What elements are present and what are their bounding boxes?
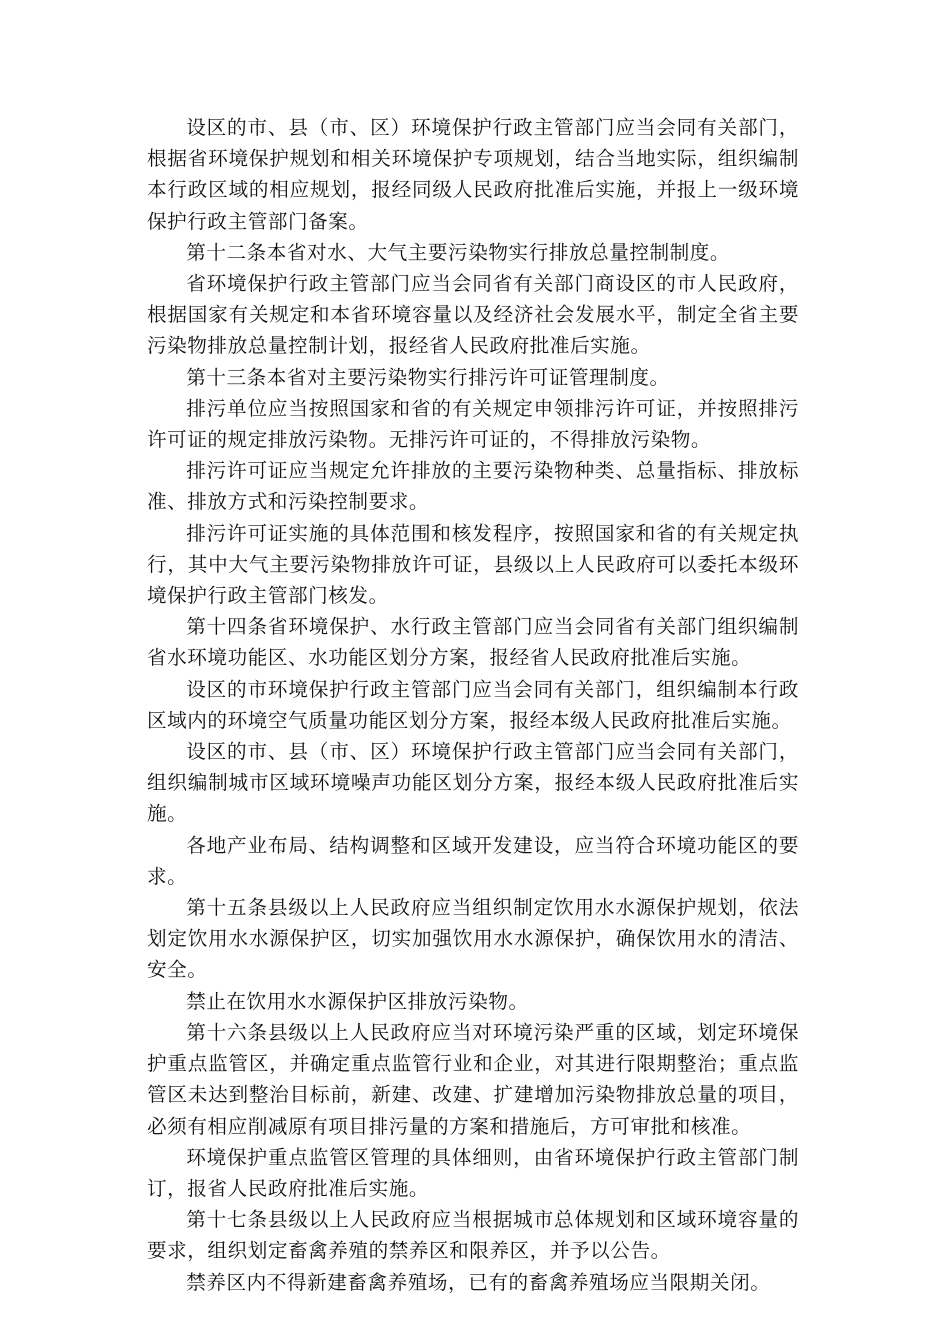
paragraph: 各地产业布局、结构调整和区域开发建设，应当符合环境功能区的要求。 [147, 833, 799, 888]
article-15-paragraph: 第十五条县级以上人民政府应当组织制定饮用水水源保护规划，依法划定饮用水水源保护区，切实加强饮用水水源保护，确保饮用水的清洁、安全。 [147, 896, 799, 982]
paragraph: 排污单位应当按照国家和省的有关规定申领排污许可证，并按照排污许可证的规定排放污染物。无排污许可证的，不得排放污染物。 [147, 396, 799, 452]
article-14-paragraph: 第十四条省环境保护、水行政主管部门应当会同省有关部门组织编制省水环境功能区、水功能区划分方案，报经省人民政府批准后实施。 [147, 615, 799, 670]
article-12-paragraph: 第十二条本省对水、大气主要污染物实行排放总量控制制度。 [186, 240, 731, 264]
paragraph: 省环境保护行政主管部门应当会同省有关部门商设区的市人民政府，根据国家有关规定和本省环境容量以及经济社会发展水平，制定全省主要污染物排放总量控制计划，报经省人民政府批准后实施。 [147, 272, 799, 358]
paragraph: 排污许可证应当规定允许排放的主要污染物种类、总量指标、排放标准、排放方式和污染控制要求。 [147, 459, 799, 514]
paragraph: 环境保护重点监管区管理的具体细则，由省环境保护行政主管部门制订，报省人民政府批准后实施。 [147, 1145, 799, 1200]
paragraph: 设区的市、县（市、区）环境保护行政主管部门应当会同有关部门，组织编制城市区域环境噪声功能区划分方案，报经本级人民政府批准后实施。 [147, 740, 799, 826]
paragraph: 禁养区内不得新建畜禽养殖场，已有的畜禽养殖场应当限期关闭。 [186, 1270, 771, 1294]
paragraph: 禁止在饮用水水源保护区排放污染物。 [186, 989, 529, 1013]
paragraph: 设区的市、县（市、区）环境保护行政主管部门应当会同有关部门，根据省环境保护规划和相关环境保护专项规划，结合当地实际，组织编制本行政区域的相应规划，报经同级人民政府批准后实施，并报上一级环境保护行政主管部门备案。 [147, 116, 799, 233]
article-16-paragraph: 第十六条县级以上人民政府应当对环境污染严重的区域，划定环境保护重点监管区，并确定重点监管行业和企业，对其进行限期整治；重点监管区未达到整治目标前，新建、改建、扩建增加污染物排放总量的项目，必须有相应削减原有项目排污量的方案和措施后，方可审批和核准。 [147, 1020, 799, 1138]
paragraph: 排污许可证实施的具体范围和核发程序，按照国家和省的有关规定执行，其中大气主要污染物排放许可证，县级以上人民政府可以委托本级环境保护行政主管部门核发。 [147, 521, 799, 608]
paragraph: 设区的市环境保护行政主管部门应当会同有关部门，组织编制本行政区域内的环境空气质量功能区划分方案，报经本级人民政府批准后实施。 [147, 677, 799, 732]
article-17-paragraph: 第十七条县级以上人民政府应当根据城市总体规划和区域环境容量的要求，组织划定畜禽养殖的禁养区和限养区，并予以公告。 [147, 1208, 799, 1263]
document-page [147, 112, 799, 1298]
article-13-paragraph: 第十三条本省对主要污染物实行排污许可证管理制度。 [186, 365, 670, 389]
